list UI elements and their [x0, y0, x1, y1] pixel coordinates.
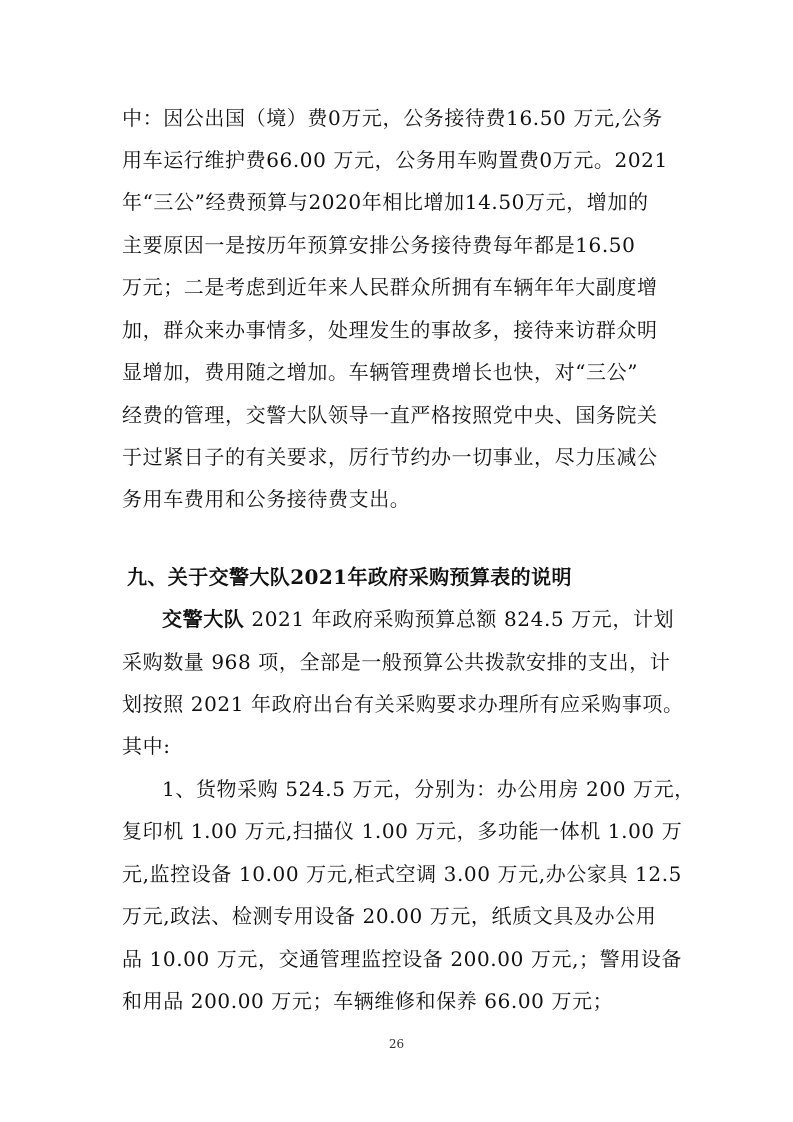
- paragraph-line: 其中:: [122, 734, 171, 758]
- paragraph-line: 主要原因一是按历年预算安排公务接待费每年都是16.50: [122, 233, 636, 257]
- paragraph-line: 中：因公出国（境）费0万元，公务接待费16.50 万元,公务: [122, 106, 663, 130]
- paragraph-line: 年“三公”经费预算与2020年相比增加14.50万元，增加的: [122, 190, 649, 214]
- paragraph-line: 采购数量 968 项，全部是一般预算公共拨款安排的支出，计: [122, 650, 671, 674]
- paragraph-text: 2021 年政府采购预算总额 824.5 万元，计划: [244, 607, 675, 631]
- paragraph-line: 显增加，费用随之增加。车辆管理费增长也快，对“三公”: [122, 360, 639, 384]
- paragraph-line: 经费的管理，交警大队领导一直严格按照党中央、国务院关: [122, 403, 658, 427]
- paragraph-line: 复印机 1.00 万元,扫描仪 1.00 万元，多功能一体机 1.00 万: [122, 819, 683, 843]
- paragraph-line: 加，群众来办事情多，处理发生的事故多，接待来访群众明: [122, 318, 658, 342]
- paragraph-line: 和用品 200.00 万元；车辆维修和保养 66.00 万元；: [122, 989, 614, 1013]
- paragraph-first-line: [162, 607, 674, 631]
- paragraph-line: 万元；二是考虑到近年来人民群众所拥有车辆年年大副度增: [122, 275, 658, 299]
- paragraph-line: 万元,政法、检测专用设备 20.00 万元，纸质文具及办公用: [122, 904, 657, 928]
- paragraph-line: 于过紧日子的有关要求，厉行节约办一切事业，尽力压减公: [122, 445, 658, 469]
- page-number: 26: [388, 1037, 405, 1051]
- paragraph-line: 用车运行维护费66.00 万元，公务用车购置费0万元。2021: [122, 148, 668, 172]
- paragraph-line: 划按照 2021 年政府出台有关采购要求办理所有应采购事项。: [122, 692, 684, 716]
- paragraph-first-line: 1、货物采购 524.5 万元，分别为：办公用房 200 万元，: [162, 777, 695, 801]
- paragraph-line: 元,监控设备 10.00 万元,柜式空调 3.00 万元,办公家具 12.5: [122, 862, 682, 886]
- paragraph-line: 品 10.00 万元，交通管理监控设备 200.00 万元,；警用设备: [122, 947, 683, 971]
- section-heading: 九、关于交警大队2021年政府采购预算表的说明: [127, 565, 572, 589]
- paragraph-line: 务用车费用和公务接待费支出。: [122, 487, 411, 511]
- org-name: 交警大队: [162, 607, 245, 631]
